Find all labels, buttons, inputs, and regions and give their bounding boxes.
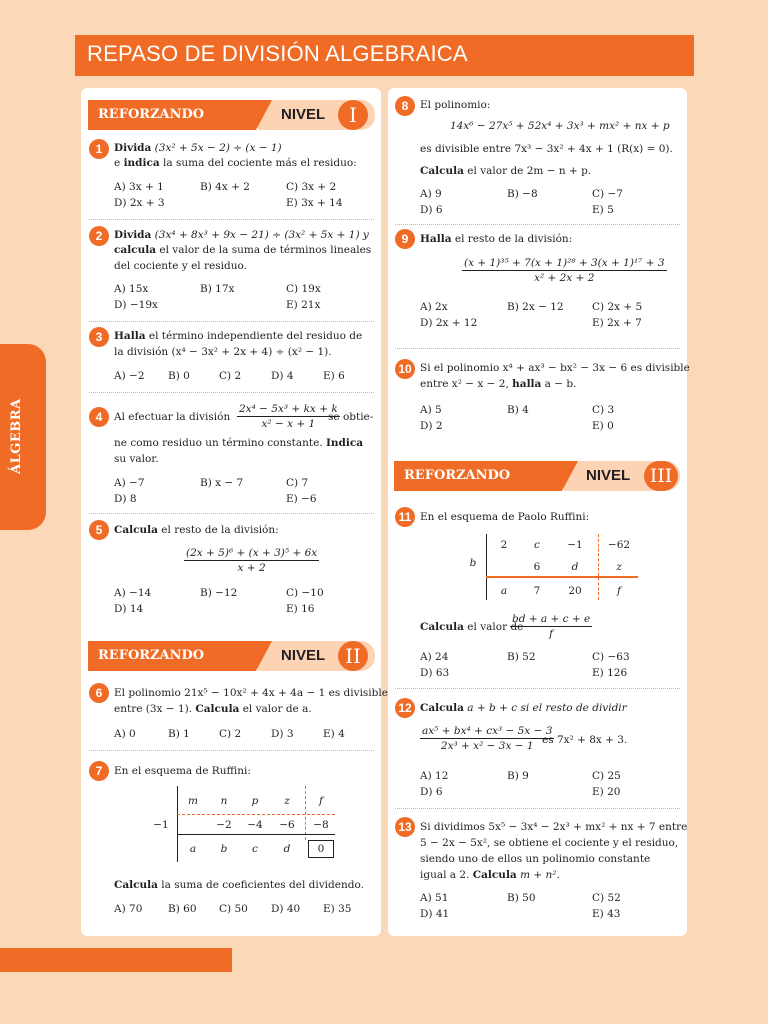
fraction: $\frac{\text{(x + 1)³⁵ + 7(x + 1)²⁸ + 3(x + 1)¹⁷ + 3}}{\text{x² + 2x + 2}}$	[464, 257, 665, 284]
option-c: C) 3	[592, 404, 615, 416]
fraction: $\frac{\text{2x⁴ − 5x³ + kx + k}}{\text{x² − x + 1}}$	[239, 403, 338, 430]
banner-level-word: NIVEL	[281, 647, 326, 664]
ruffini-cell: b	[469, 557, 477, 569]
ruffini-cell: −62	[607, 539, 631, 551]
option-d: D) 2x + 3	[114, 197, 165, 209]
ruffini-cell: 6	[533, 561, 541, 573]
ruffini-cell: −2	[216, 819, 232, 831]
divider	[395, 348, 680, 349]
problem-number: 2	[89, 226, 109, 246]
banner-level-word: NIVEL	[586, 467, 631, 484]
option-a: A) −2	[114, 370, 145, 382]
option-a: A) 70	[114, 903, 143, 915]
ruffini-cell: m	[188, 795, 198, 807]
divider	[89, 750, 374, 751]
option-b: B) 52	[507, 651, 536, 663]
option-d: D) 8	[114, 493, 137, 505]
ruffini-cell: −8	[313, 819, 329, 831]
option-d: D) 63	[420, 667, 450, 679]
option-c: C) 7	[286, 477, 309, 489]
option-e: E) −6	[286, 493, 317, 505]
problem-number: 12	[395, 698, 415, 718]
banner-left-label: REFORZANDO	[88, 100, 256, 130]
option-b: B) 4	[507, 404, 529, 416]
option-a: A) 24	[420, 651, 449, 663]
ruffini-cell: −1	[567, 539, 583, 551]
banner-level-number: III	[644, 461, 678, 491]
option-d: D) 40	[271, 903, 301, 915]
problem-8-line-2: es divisible entre 7x³ − 3x² + 4x + 1 (R(x) = 0).	[420, 143, 673, 155]
problem-number: 3	[89, 327, 109, 347]
option-d: D) −19x	[114, 299, 158, 311]
option-b: B) 50	[507, 892, 536, 904]
problem-4-line-3: su valor.	[114, 453, 159, 465]
option-b: B) 9	[507, 770, 529, 782]
problem-13-line-1: Si dividimos 5x⁵ − 3x⁴ − 2x³ + mx² + nx + 7 entre	[420, 821, 688, 833]
problem-number: 5	[89, 520, 109, 540]
ruffini-cell: a	[500, 585, 508, 597]
problem-number: 9	[395, 229, 415, 249]
ruffini-cell: z	[284, 795, 290, 807]
option-d: D) 4	[271, 370, 294, 382]
option-a: A) −7	[114, 477, 145, 489]
problem-number: 8	[395, 96, 415, 116]
problem-3-line-1: Halla el término independiente del residuo de	[114, 330, 363, 342]
problem-8-line-3: Calcula el valor de 2m − n + p.	[420, 165, 592, 177]
banner-level-number: II	[338, 641, 368, 671]
problem-number: 6	[89, 683, 109, 703]
ruffini-table	[460, 534, 650, 604]
problem-number: 4	[89, 407, 109, 427]
option-e: E) 20	[592, 786, 621, 798]
option-c: C) 52	[592, 892, 621, 904]
problem-number: 10	[395, 359, 415, 379]
problem-4-line-2: ne como residuo un término constante. Indica	[114, 437, 364, 449]
banner-level-word: NIVEL	[281, 106, 326, 123]
divider	[395, 688, 680, 689]
option-b: B) 4x + 2	[200, 181, 250, 193]
option-e: E) 126	[592, 667, 628, 679]
page-title: REPASO DE DIVISIÓN ALGEBRAICA	[75, 35, 694, 76]
footer-bar	[0, 948, 232, 972]
option-e: E) 2x + 7	[592, 317, 642, 329]
option-b: B) x − 7	[200, 477, 244, 489]
option-e: E) 6	[323, 370, 345, 382]
problem-2-line-3: del cociente y el residuo.	[114, 260, 247, 272]
option-e: E) 16	[286, 603, 315, 615]
problem-6-line-1: El polinomio 21x⁵ − 10x² + 4x + 4a − 1 es divisible	[114, 687, 388, 699]
option-b: B) 0	[168, 370, 190, 382]
problem-11-line-1: En el esquema de Paolo Ruffini:	[420, 511, 590, 523]
problem-1-line-1: Divida (3x² + 5x − 2) ÷ (x − 1)	[114, 142, 282, 154]
option-a: A) 51	[420, 892, 449, 904]
divider	[89, 219, 374, 220]
problem-13-line-3: siendo uno de ellos un polinomio constante	[420, 853, 651, 865]
option-b: B) 60	[168, 903, 197, 915]
option-c: C) 3x + 2	[286, 181, 337, 193]
banner-level-number: I	[338, 100, 368, 130]
ruffini-cell: 20	[568, 585, 582, 597]
ruffini-cell: −1	[153, 819, 169, 831]
option-a: A) 9	[420, 188, 442, 200]
option-d: D) 41	[420, 908, 450, 920]
option-e: E) 0	[592, 420, 614, 432]
divider	[89, 321, 374, 322]
option-d: D) 6	[420, 204, 443, 216]
option-c: C) 2	[219, 370, 242, 382]
fraction: $\frac{\text{ax⁵ + bx⁴ + cx³ − 5x − 3}}{\text{2x³ + x² − 3x − 1}}$	[422, 725, 553, 752]
banner-left-label: REFORZANDO	[394, 461, 562, 491]
problem-10-line-1: Si el polinomio x⁴ + ax³ − bx² − 3x − 6 es divisible	[420, 362, 690, 374]
option-c: C) 50	[219, 903, 248, 915]
option-a: A) 12	[420, 770, 449, 782]
option-d: D) 6	[420, 786, 443, 798]
option-e: E) 35	[323, 903, 352, 915]
option-b: B) 2x − 12	[507, 301, 564, 313]
divider	[395, 808, 680, 809]
option-b: B) 17x	[200, 283, 235, 295]
problem-number: 7	[89, 761, 109, 781]
option-e: E) 43	[592, 908, 621, 920]
problem-number: 13	[395, 817, 415, 837]
section-tab	[0, 344, 46, 530]
option-a: A) 5	[420, 404, 442, 416]
ruffini-cell: 7	[533, 585, 541, 597]
option-e: E) 21x	[286, 299, 321, 311]
problem-3-line-2: la división (x⁴ − 3x² + 2x + 4) ÷ (x² − 1).	[114, 346, 332, 358]
divider	[89, 513, 374, 514]
ruffini-cell: n	[220, 795, 228, 807]
option-a: A) 0	[114, 728, 136, 740]
option-e: E) 4	[323, 728, 345, 740]
ruffini-cell: d	[283, 843, 291, 855]
ruffini-cell: a	[189, 843, 197, 855]
problem-4-line-1: Al efectuar la división	[114, 411, 231, 423]
ruffini-cell: b	[220, 843, 228, 855]
option-d: D) 14	[114, 603, 144, 615]
level-banner-1	[88, 100, 375, 130]
option-e: E) 3x + 14	[286, 197, 343, 209]
ruffini-cell: f	[319, 795, 323, 807]
ruffini-cell: c	[252, 843, 258, 855]
left-column	[81, 88, 388, 936]
option-b: B) 1	[168, 728, 190, 740]
ruffini-cell: p	[251, 795, 259, 807]
option-c: C) 25	[592, 770, 621, 782]
problem-number: 1	[89, 139, 109, 159]
banner-left-label: REFORZANDO	[88, 641, 256, 671]
divider	[89, 392, 374, 393]
divider	[395, 224, 680, 225]
problem-12-line-2: es 7x² + 8x + 3.	[542, 734, 628, 746]
ruffini-cell: d	[571, 561, 579, 573]
problem-7-line-1: En el esquema de Ruffini:	[114, 765, 251, 777]
level-banner-3	[394, 461, 680, 491]
option-a: A) −14	[114, 587, 152, 599]
option-c: C) 19x	[286, 283, 321, 295]
problem-9-line-1: Halla el resto de la división:	[420, 233, 573, 245]
fraction: $\frac{bd + a + c + e}{f}$	[512, 613, 591, 640]
option-d: D) 2x + 12	[420, 317, 478, 329]
option-c: C) 2x + 5	[592, 301, 643, 313]
problem-12-line-1: Calcula a + b + c si el resto de dividir	[420, 702, 627, 714]
option-c: C) −10	[286, 587, 324, 599]
option-b: B) −12	[200, 587, 238, 599]
problem-10-line-2: entre x² − x − 2, halla a − b.	[420, 378, 577, 390]
ruffini-cell: −6	[279, 819, 295, 831]
right-column	[388, 88, 690, 936]
option-a: A) 15x	[114, 283, 149, 295]
problem-1-line-2: e indica la suma del cociente más el residuo:	[114, 157, 357, 169]
ruffini-cell: −4	[247, 819, 263, 831]
ruffini-cell: 2	[500, 539, 508, 551]
level-banner-2	[88, 641, 375, 671]
option-a: A) 3x + 1	[114, 181, 164, 193]
ruffini-cell: f	[617, 585, 621, 597]
problem-4-line-1-end: se obtie-	[328, 411, 374, 423]
ruffini-cell: 0	[308, 840, 334, 858]
option-d: D) 2	[420, 420, 443, 432]
problem-8-polynomial: 14x⁶ − 27x⁵ + 52x⁴ + 3x³ + mx² + nx + p	[450, 120, 670, 132]
option-c: C) −63	[592, 651, 630, 663]
problem-number: 11	[395, 507, 415, 527]
ruffini-table	[141, 786, 341, 866]
option-d: D) 3	[271, 728, 294, 740]
problem-11-question: Calcula el valor de	[420, 621, 524, 633]
fraction: $\frac{\text{(2x + 5)⁶ + (x + 3)⁵ + 6x}}{x + 2}$	[186, 547, 318, 574]
problem-13-line-4: igual a 2. Calcula m + n².	[420, 869, 560, 881]
option-a: A) 2x	[420, 301, 448, 313]
problem-2-line-1: Divida (3x⁴ + 8x³ + 9x − 21) ÷ (3x² + 5x + 1) y	[114, 229, 369, 241]
problem-8-line-1: El polinomio:	[420, 99, 491, 111]
ruffini-cell: z	[616, 561, 622, 573]
problem-5-line-1: Calcula el resto de la división:	[114, 524, 279, 536]
option-b: B) −8	[507, 188, 538, 200]
problem-7-question: Calcula la suma de coeficientes del dividendo.	[114, 879, 364, 891]
option-c: C) 2	[219, 728, 242, 740]
problem-13-line-2: 5 − 2x − 5x², se obtiene el cociente y el residuo,	[420, 837, 679, 849]
option-c: C) −7	[592, 188, 623, 200]
problem-2-line-2: calcula el valor de la suma de términos lineales	[114, 244, 372, 256]
section-tab-label: ÁLGEBRA	[9, 398, 24, 474]
ruffini-cell: c	[534, 539, 540, 551]
problem-6-line-2: entre (3x − 1). Calcula el valor de a.	[114, 703, 312, 715]
option-e: E) 5	[592, 204, 614, 216]
